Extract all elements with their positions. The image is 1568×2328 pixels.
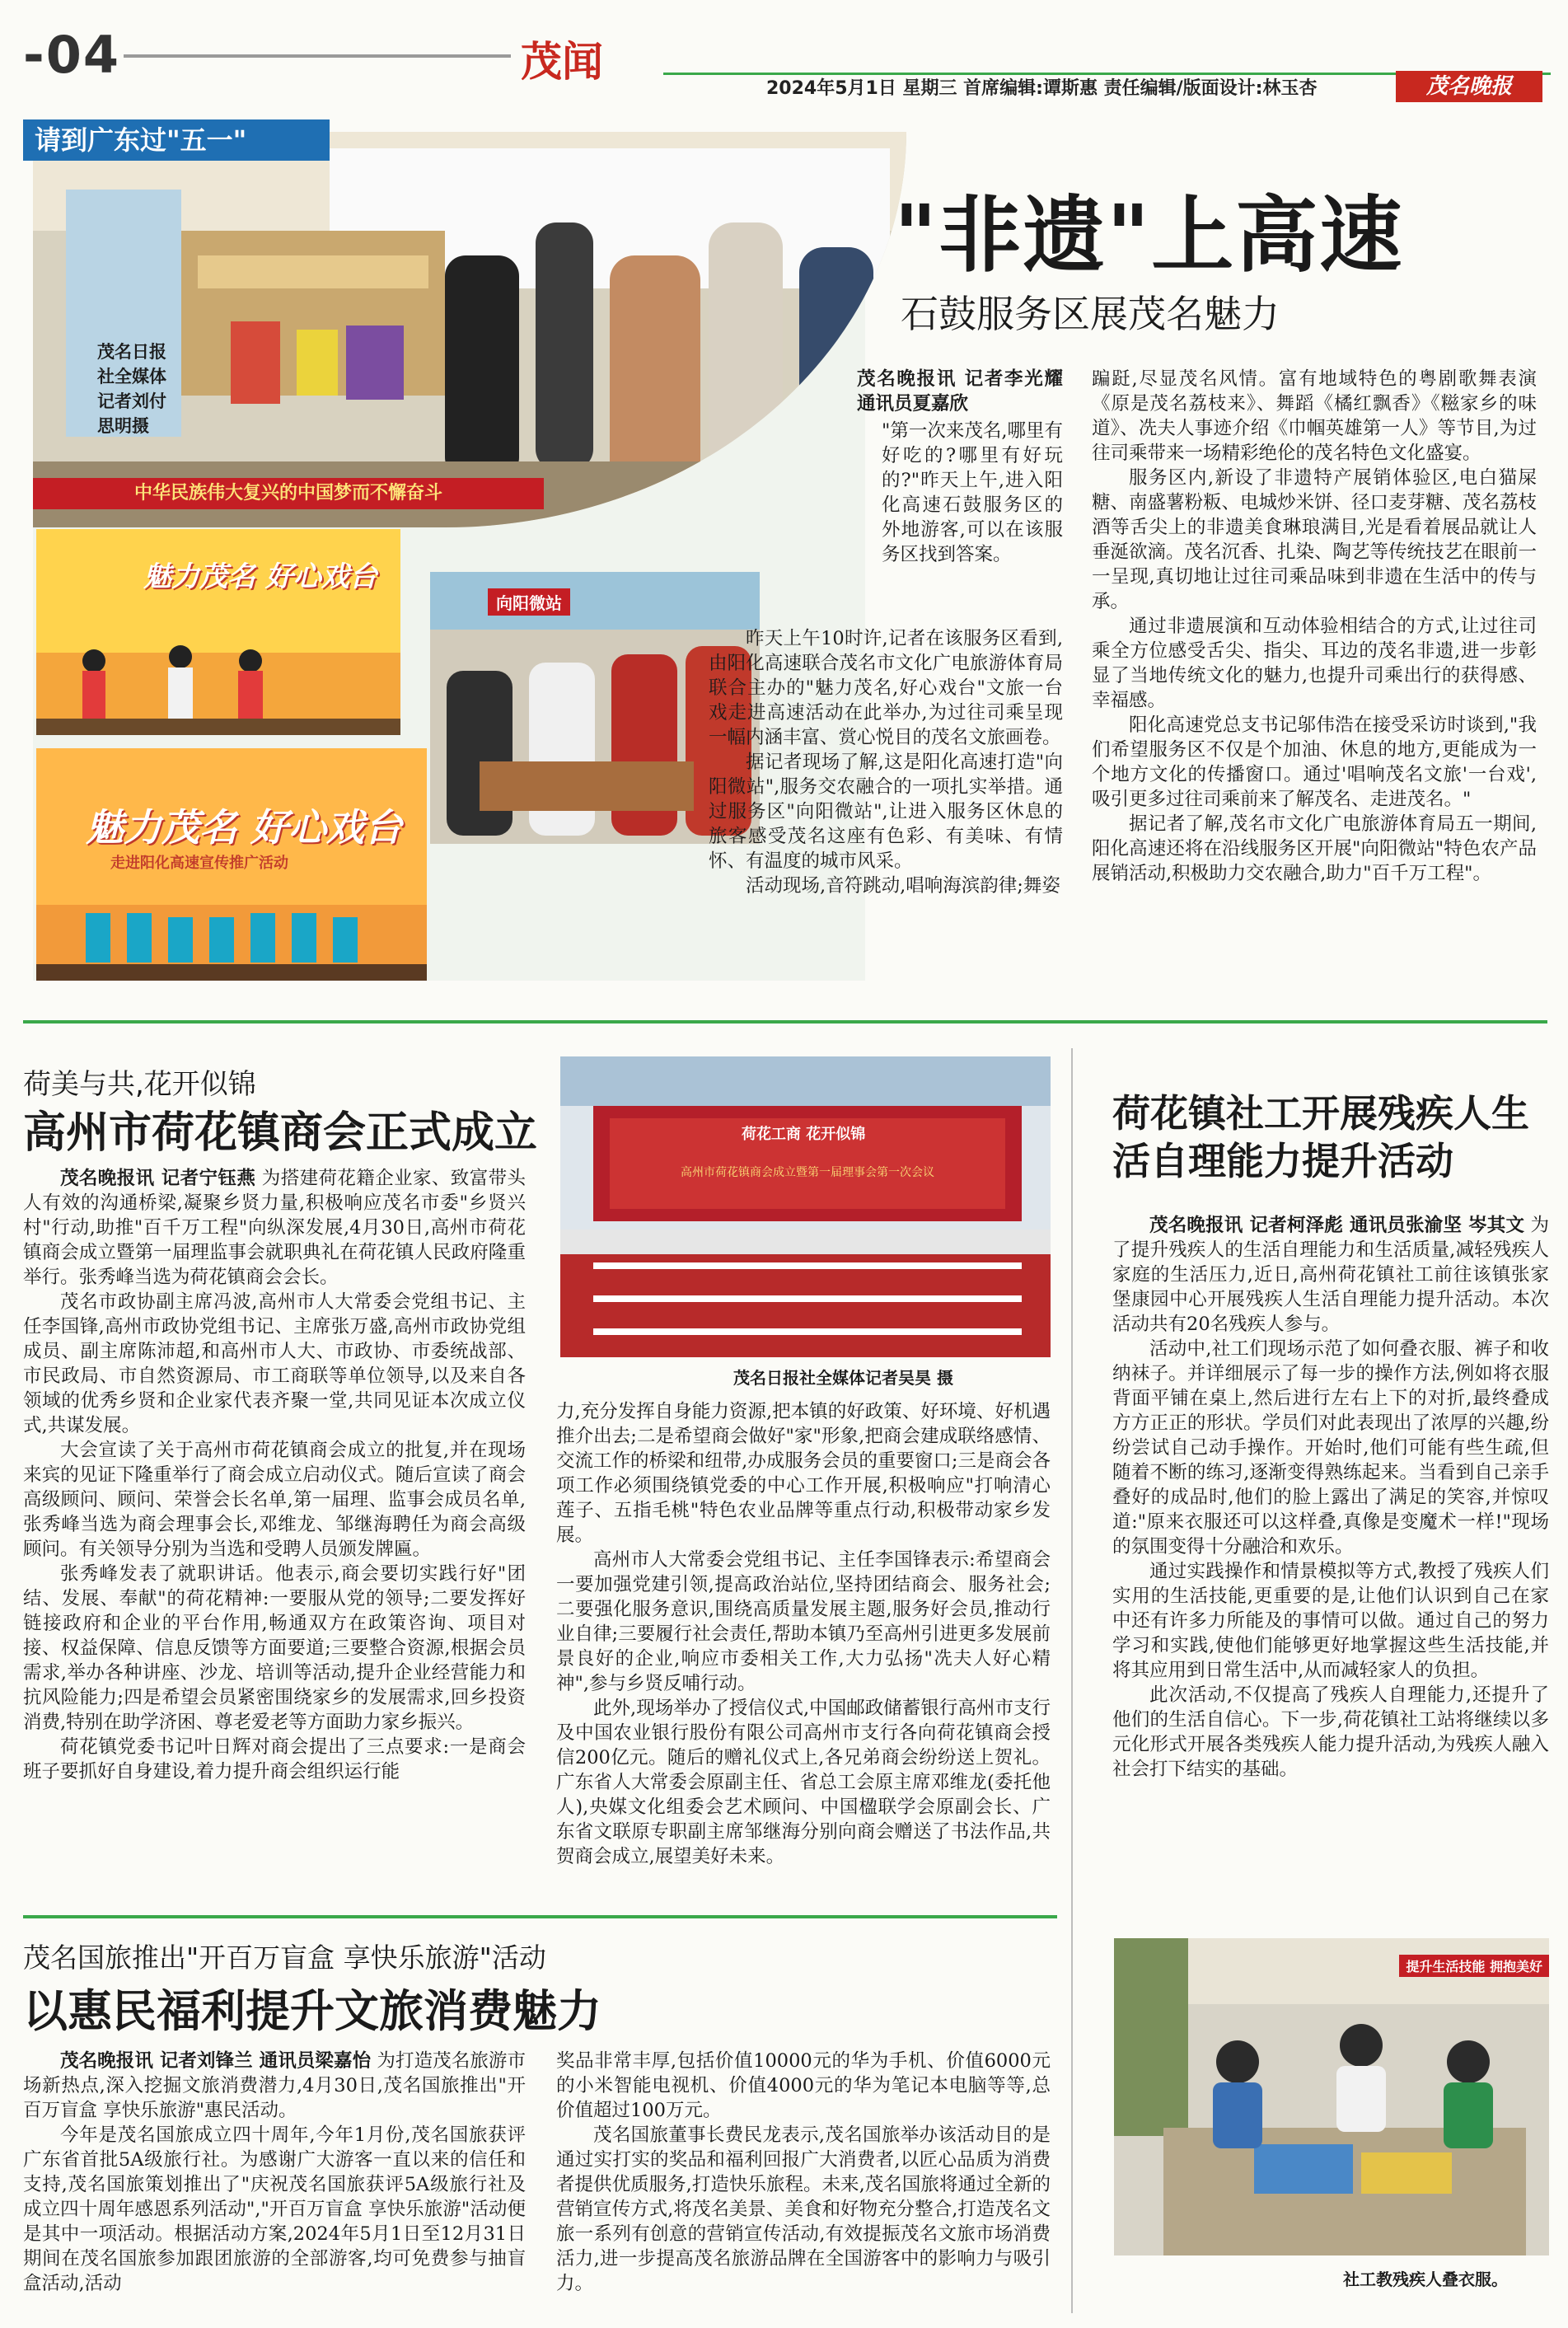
story1-para-4: 活动现场,音符跳动,唱响海滨韵律;舞姿 xyxy=(746,875,1060,897)
vertical-divider xyxy=(1071,1048,1073,2313)
story1-para-3: 据记者现场了解,这是阳化高速打造"向阳微站",服务交农融合的一项扎实举措。通过服务区"向阳微站",让进入服务区休息的旅客感受茂名这座有色彩、有美味、有情怀、有温度的城市风采。 xyxy=(709,752,1063,872)
story1-subheadline: 石鼓服务区展茂名魅力 xyxy=(901,292,1280,336)
stage-sign-1: 魅力茂名 好心戏台 xyxy=(143,560,377,593)
story1-para-7: 通过非遗展演和互动体验相结合的方式,让过往司乘全方位感受舌尖、指尖、耳边的茂名非遗,进一步彰显了当地传统文化的魅力,也提升司乘出行的获得感、幸福感。 xyxy=(1092,616,1537,711)
story1-column-a-lower xyxy=(709,626,1063,898)
story2-para-6: 力,充分发挥自身能力资源,把本镇的好政策、好环境、好机遇推介出去;二是希望商会做好"家"形象,把商会建成联络感情、交流工作的桥梁和纽带,办成服务会员的重要窗口;三是商会各项工作必须围绕镇党委的中心工作开展,积极响应"打响清心莲子、五指毛桃"特色农业品牌等重点行动,积极带动家乡发展。 xyxy=(556,1401,1051,1546)
story1-para-8: 阳化高速党总支书记邬伟浩在接受采访时谈到,"我们希望服务区不仅是个加油、休息的地方,更能成为一个地方文化的传播窗口。通过'唱响茂名文旅'一台戏',吸引更多过往司乘前来了解茂名、走进茂名。" xyxy=(1092,714,1537,810)
story3-photo-caption: 社工教残疾人叠衣服。 xyxy=(1343,2269,1508,2289)
story1-column-a-text xyxy=(882,419,1063,567)
story1-para-2: 昨天上午10时许,记者在该服务区看到,由阳化高速联合茂名市文化广电旅游体育局联合主办的"魅力茂名,好心戏台"文旅一台戏走进高速活动在此举办,为过往司乘呈现一幅内涵丰富、赏心悦目的茂名文旅画卷。 xyxy=(709,628,1063,748)
story2-para-2: 茂名市政协副主席冯波,高州市人大常委会党组书记、主任李国锋,高州市政协党组书记、主席张万盛,高州市政协党组成员、副主席陈沛超,和高州市人大、市政协、市委统战部、市民政局、市自然资源局、市工商联等单位领导,以及来自各领域的优秀乡贤和企业家代表齐聚一堂,共同见证本次成立仪式,共谋发展。 xyxy=(23,1291,526,1436)
story4-para-1: 为打造茂名旅游市场新热点,深入挖掘文旅消费潜力,4月30日,茂名国旅推出"开百万盲盒 享快乐旅游"惠民活动。 xyxy=(23,2050,527,2121)
booth-sign: 向阳微站 xyxy=(488,588,570,616)
story1-para-5: 蹁跹,尽显茂名风情。富有地域特色的粤剧歌舞表演《原是茂名荔枝来》、舞蹈《橘红飘香》《糍家乡的味道》、冼夫人事迹介绍《巾帼英雄第一人》等节目,为过往司乘带来一场精彩绝伦的茂名特色文化盛宴。 xyxy=(1092,368,1537,464)
stage-sign-2-sub: 走进阳化高速宣传推广活动 xyxy=(110,855,288,872)
ceremony-backdrop: 高州市荷花镇商会成立暨第一届理事会第一次会议 xyxy=(681,1166,934,1179)
story2-column-a xyxy=(23,1166,526,1784)
ceremony-scene xyxy=(560,1056,1051,1357)
story2-byline: 茂名晚报讯 记者宁钰燕 xyxy=(60,1168,256,1189)
story2-para-5: 荷花镇党委书记叶日辉对商会提出了三点要求:一是商会班子要抓好自身建设,着力提升商会组织运行能 xyxy=(23,1736,526,1782)
section-title: 茂闻 xyxy=(521,37,603,86)
page-number: -04 xyxy=(23,25,121,85)
story2-photo xyxy=(560,1056,1051,1357)
photo-banner-red: 中华民族伟大复兴的中国梦而不懈奋斗 xyxy=(33,478,544,509)
story1-para-9: 据记者了解,茂名市文化广电旅游体育局五一期间,阳化高速还将在沿线服务区开展"向阳微站"特色农产品展销活动,积极助力交农融合,助力"百千万工程"。 xyxy=(1092,813,1537,884)
activity-banner: 提升生活技能 拥抱美好 xyxy=(1399,1955,1549,1977)
story1-headline: "非遗"上高速 xyxy=(894,187,1404,283)
story1-column-b xyxy=(1092,367,1537,886)
story3-headline: 荷花镇社工开展残疾人生活自理能力提升活动 xyxy=(1112,1091,1529,1183)
story4-byline: 茂名晚报讯 记者刘锋兰 通讯员梁嘉怡 xyxy=(60,2050,372,2072)
story3-para-4: 此次活动,不仅提高了残疾人自理能力,还提升了他们的生活自信心。下一步,荷花镇社工站将继续以多元化形式开展各类残疾人能力提升活动,为残疾人融入社会打下结实的基础。 xyxy=(1112,1684,1549,1780)
story1-photo-caption: 茂名日报社全媒体记者刘付思明摄 xyxy=(97,342,166,436)
green-divider-2 xyxy=(23,1915,1057,1918)
story3-para-1: 为了提升残疾人的生活自理能力和生活质量,减轻残疾人家庭的生活压力,近日,高州荷花镇社工前往该镇张家堡康园中心开展残疾人生活自理能力提升活动。本次活动共有20名残疾人参与。 xyxy=(1112,1215,1549,1335)
story2-para-3: 大会宣读了关于高州市荷花镇商会成立的批复,并在现场来宾的见证下隆重举行了商会成立启动仪式。随后宣读了商会高级顾问、顾问、荣誉会长名单,第一届理、监事会成员名单,张秀峰当选为商会理事会长,邓维龙、邹继海聘任为商会高级顾问。有关领导分别为当选和受聘人员颁发牌匾。 xyxy=(23,1440,526,1560)
story2-kicker: 荷美与共,花开似锦 xyxy=(23,1068,256,1101)
green-divider-1 xyxy=(23,1020,1547,1023)
story1-byline: 茂名晚报讯 记者李光耀 通讯员夏嘉欣 xyxy=(857,368,1063,415)
ceremony-logos: 荷花工商 花开似锦 xyxy=(742,1126,866,1143)
story4-headline: 以惠民福利提升文旅消费魅力 xyxy=(23,1985,601,2037)
story4-para-3: 奖品非常丰厚,包括价值10000元的华为手机、价值6000元的小米智能电视机、价值4000元的华为笔记本电脑等等,总价值超过100万元。 xyxy=(556,2050,1051,2121)
story3-para-2: 活动中,社工们现场示范了如何叠衣服、裤子和收纳袜子。并详细展示了每一步的操作方法,例如将衣服背面平铺在桌上,然后进行左右上下的对折,最终叠成方方正正的形状。学员们对此表现出了浓厚的兴趣,纷纷尝试自己动手操作。开始时,他们可能有些生疏,但随着不断的练习,逐渐变得熟练起来。当看到自己亲手叠好的成品时,他们的脸上露出了满足的笑容,并惊叹道:"原来衣服还可以这样叠,真像是变魔术一样!"现场的氛围变得十分融洽和欢乐。 xyxy=(1112,1338,1549,1557)
story1-column-a xyxy=(857,367,1063,416)
story1-para-6: 服务区内,新设了非遗特产展销体验区,电白猫屎糖、南盛薯粉粄、电城炒米饼、径口麦芽糖、茂名荔枝酒等舌尖上的非遗美食琳琅满目,光是看着展品就让人垂涎欲滴。茂名沉香、扎染、陶艺等传统技艺在眼前一一呈现,真切地让过往司乘品味到非遗在生活中的传与承。 xyxy=(1092,467,1538,612)
story1-kicker: 请到广东过"五一" xyxy=(23,119,330,161)
story2-column-b xyxy=(556,1399,1051,1869)
folding-clothes-scene xyxy=(1114,1938,1549,2255)
story2-para-8: 此外,现场举办了授信仪式,中国邮政储蓄银行高州市支行及中国农业银行股份有限公司高州市支行各向荷花镇商会授信200亿元。随后的赠礼仪式上,各兄弟商会纷纷送上贺礼。广东省人大常委会原副主任、省总工会原主席邓维龙(委托他人),央媒文化组委会艺术顾问、中国楹联学会原副会长、广东省文联原专职副主席邹继海分别向商会赠送了书法作品,共贺商会成立,展望美好未来。 xyxy=(556,1698,1051,1867)
story3-photo xyxy=(1114,1938,1549,2255)
story2-para-7: 高州市人大常委会党组书记、主任李国锋表示:希望商会一要加强党建引领,提高政治站位,坚持团结商会、服务社会;二要强化服务意识,围绕高质量发展主题,服务好会员,推动行业自律;三要履行社会责任,帮助本镇乃至高州引进更多发展前景良好的企业,响应市委相关工作,大力弘扬"冼夫人好心精神",参与乡贤反哺行动。 xyxy=(556,1549,1051,1694)
stage-photo-1 xyxy=(36,529,400,735)
issue-date-editors: 2024年5月1日 星期三 首席编辑:谭斯惠 责任编辑/版面设计:林玉杏 xyxy=(766,78,1318,99)
story2-headline: 高州市荷花镇商会正式成立 xyxy=(23,1108,538,1158)
story4-para-4: 茂名国旅董事长费民龙表示,茂名国旅举办该活动目的是通过实打实的奖品和福利回报广大消费者,以匠心品质为消费者提供优质服务,打造快乐旅程。未来,茂名国旅将通过全新的营销宣传方式,将茂名美景、美食和好物充分整合,打造茂名文旅一系列有创意的营销宣传活动,有效提振茂名文旅市场消费活力,进一步提高茂名旅游品牌在全国游客中的影响力与吸引力。 xyxy=(556,2124,1051,2294)
story4-kicker: 茂名国旅推出"开百万盲盒 享快乐旅游"活动 xyxy=(23,1942,546,1974)
story2-para-4: 张秀峰发表了就职讲话。他表示,商会要切实践行好"团结、发展、奉献"的荷花精神:一要服从党的领导;二要发挥好链接政府和企业的平台作用,畅通双方在政策咨询、项目对接、权益保障、信息反馈等方面要道;三要整合资源,根据会员需求,举办各种讲座、沙龙、培训等活动,提升企业经营能力和抗风险能力;四是希望会员紧密围绕家乡的发展需求,回乡投资消费,特别在助学济困、尊老爱老等方面助力家乡振兴。 xyxy=(23,1563,526,1733)
story3-byline: 茂名晚报讯 记者柯泽彪 通讯员张渝坚 岑其文 xyxy=(1149,1215,1525,1236)
story4-column-b xyxy=(556,2049,1051,2296)
story1-para-1: "第一次来茂名,哪里有好吃的?哪里有好玩的?"昨天上午,进入阳化高速石鼓服务区的外地游客,可以在该服务区找到答案。 xyxy=(882,420,1064,565)
story3-para-3: 通过实践操作和情景模拟等方式,教授了残疾人们实用的生活技能,更重要的是,让他们认识到自己在家中还有许多力所能及的事情可以做。通过自己的努力学习和实践,使他们能够更好地掌握这些生活技能,并将其应用到日常生活中,从而减轻家人的负担。 xyxy=(1112,1561,1549,1681)
story2-photo-caption: 茂名日报社全媒体记者吴昊 摄 xyxy=(733,1368,953,1388)
stage-photo-2 xyxy=(36,748,427,981)
masthead-logo: 茂名晚报 xyxy=(1396,71,1542,102)
stage-sign-2: 魅力茂名 好心戏台 xyxy=(86,805,403,850)
story3-column xyxy=(1112,1213,1549,1782)
story4-para-2: 今年是茂名国旅成立四十周年,今年1月份,茂名国旅获评广东省首批5A级旅行社。为感谢广大游客一直以来的信任和支持,茂名国旅策划推出了"庆祝茂名国旅获评5A级旅行社及成立四十周年感恩系列活动","开百万盲盒 享快乐旅游"活动便是其中一项活动。根据活动方案,2024年5月1日至12月31日期间在茂名国旅参加跟团旅游的全部游客,均可免费参与抽盲盒活动,活动 xyxy=(23,2124,526,2294)
header-rule-left xyxy=(124,54,511,58)
story4-column-a xyxy=(23,2049,526,2296)
story2-para-1: 为搭建荷花籍企业家、致富带头人有效的沟通桥梁,凝聚乡贤力量,积极响应茂名市委"乡贤兴村"行动,助推"百千万工程"向纵深发展,4月30日,高州市荷花镇商会成立暨第一届理监事会就职典礼在荷花镇人民政府隆重举行。张秀峰当选为荷花镇商会会长。 xyxy=(23,1168,526,1288)
